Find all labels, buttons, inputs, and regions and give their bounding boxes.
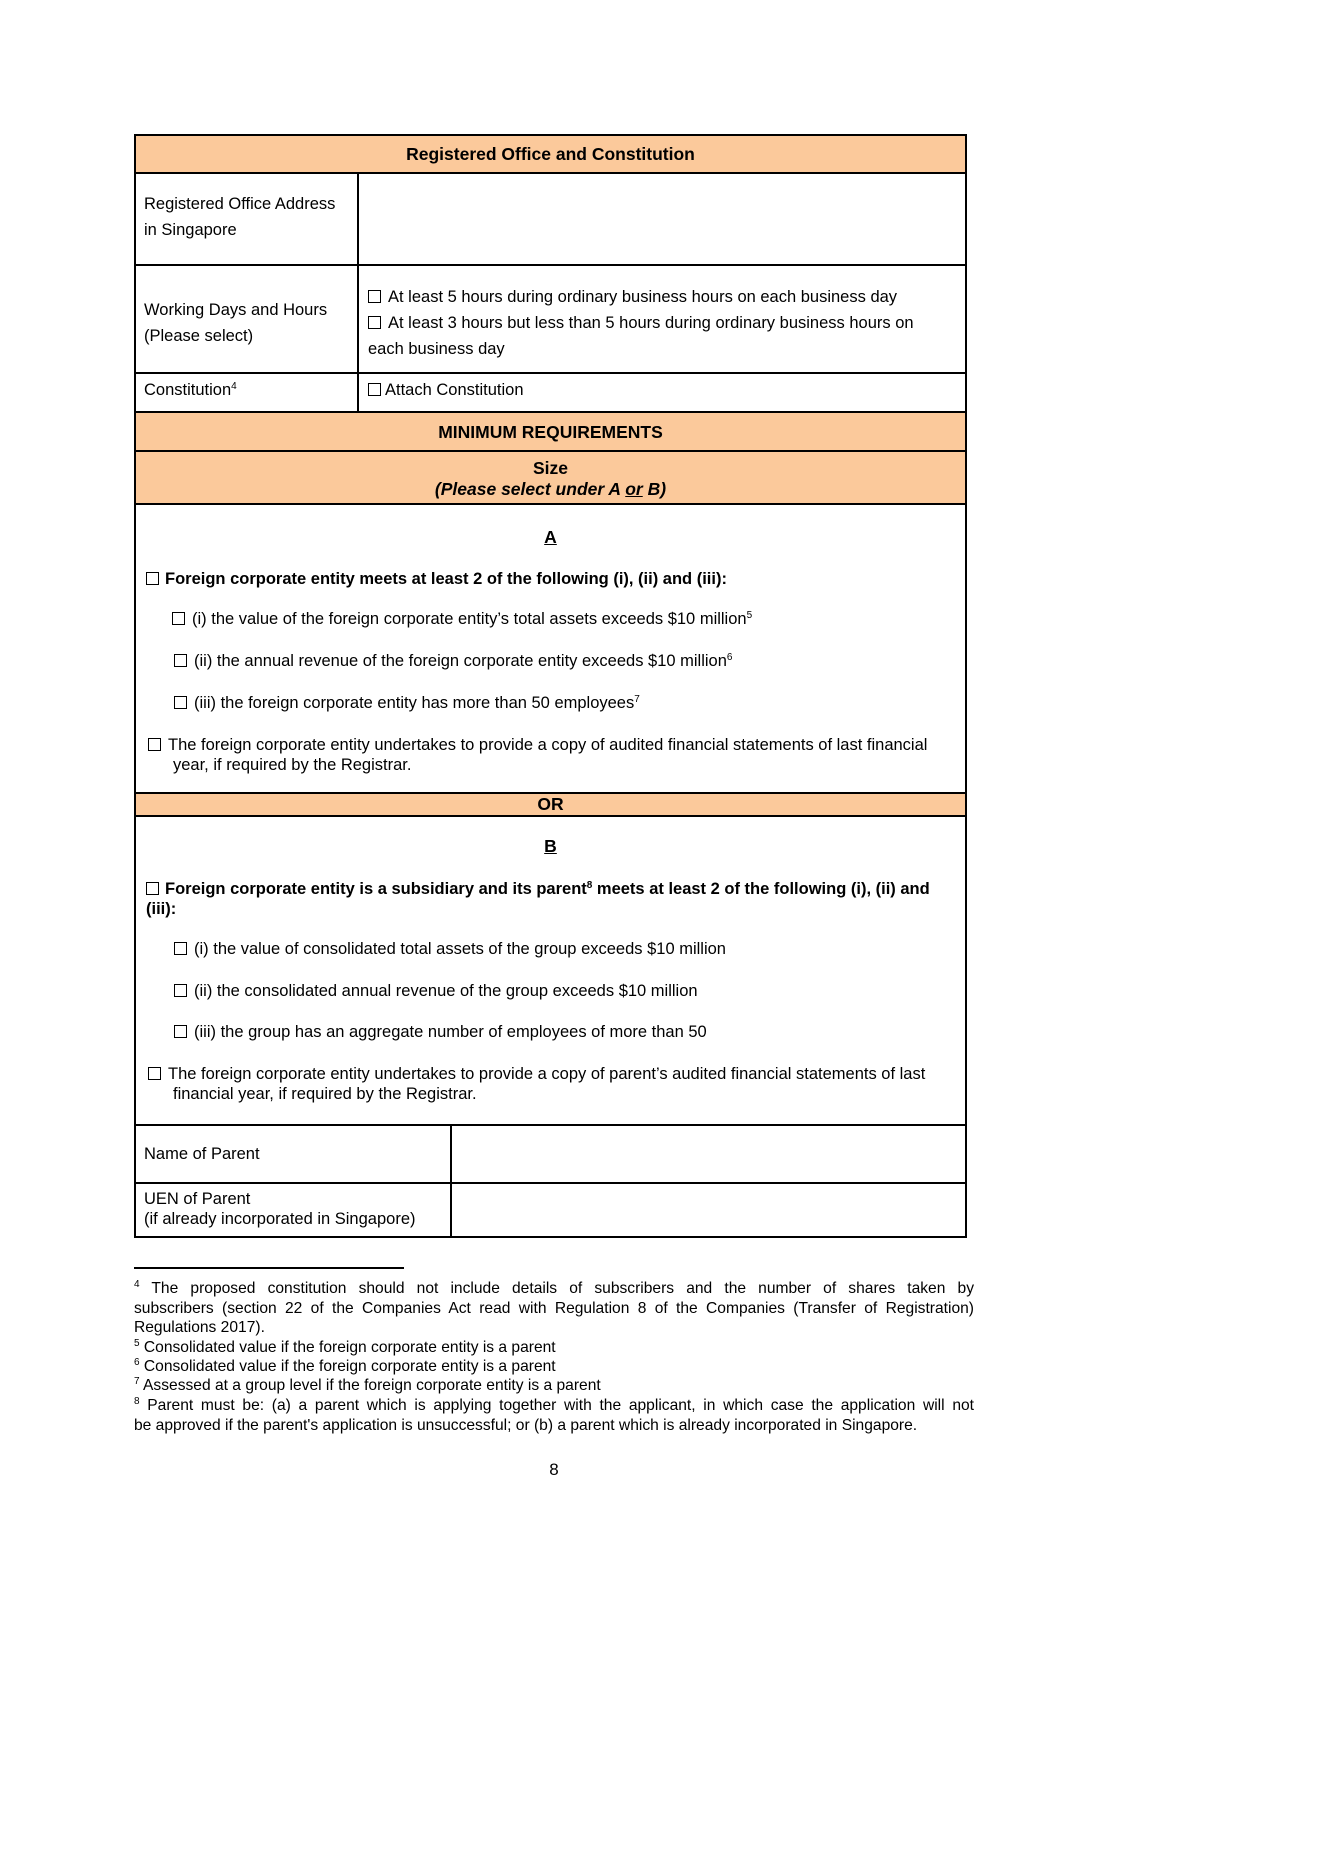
working-option-5-hours-label: At least 5 hours during ordinary business hours on each business day bbox=[388, 288, 898, 306]
checkbox[interactable] bbox=[174, 942, 187, 955]
checkbox[interactable] bbox=[172, 612, 185, 625]
minimum-requirements-title: MINIMUM REQUIREMENTS bbox=[438, 422, 663, 442]
checkbox[interactable] bbox=[368, 316, 381, 329]
section-a bbox=[134, 503, 967, 794]
footnote-ref: 6 bbox=[726, 652, 733, 663]
section-b-main-label-cont: meets at least 2 of the following (i), (ii) and bbox=[592, 880, 930, 898]
section-a-item-i[interactable] bbox=[172, 609, 752, 630]
checkbox[interactable] bbox=[148, 1067, 161, 1080]
section-a-undertaking[interactable] bbox=[148, 735, 956, 775]
footnote-separator bbox=[134, 1267, 404, 1269]
working-days-label-line1: Working Days and Hours bbox=[144, 301, 328, 319]
footnote-number: 4 bbox=[134, 1279, 140, 1290]
office-address-label-line1: Registered Office Address bbox=[144, 195, 336, 213]
parent-uen-label bbox=[144, 1189, 416, 1229]
footnote-number: 8 bbox=[134, 1396, 140, 1407]
section-b bbox=[134, 815, 967, 1126]
parent-uen-field[interactable] bbox=[454, 1184, 963, 1236]
section-b-item-i[interactable] bbox=[174, 939, 726, 960]
size-instruction-pre: (Please select under A bbox=[434, 479, 626, 499]
section-b-undertaking-line1: The foreign corporate entity undertakes to provide a copy of parent’s audited financial statements of last bbox=[168, 1065, 926, 1083]
footnote-4-line1: The proposed constitution should not include details of subscribers and the number of shares taken by bbox=[139, 1280, 974, 1297]
page-number bbox=[0, 1460, 1108, 1480]
office-address-label-line2: in Singapore bbox=[144, 221, 237, 239]
section-a-main-option[interactable] bbox=[146, 569, 961, 590]
footnote-number: 7 bbox=[134, 1376, 140, 1387]
parent-uen-label-line2: (if already incorporated in Singapore) bbox=[144, 1210, 416, 1228]
office-address-label bbox=[144, 191, 335, 243]
section-a-item-ii[interactable] bbox=[174, 651, 732, 672]
section-title: Registered Office and Constitution bbox=[406, 144, 695, 164]
or-label: OR bbox=[537, 794, 564, 814]
section-a-main-label: Foreign corporate entity meets at least 2 of the following (i), (ii) and (iii): bbox=[165, 570, 727, 588]
row-divider bbox=[134, 264, 967, 266]
footnote-ref: 7 bbox=[634, 694, 640, 705]
checkbox[interactable] bbox=[148, 738, 161, 751]
section-b-main-label: Foreign corporate entity is a subsidiary and its parent bbox=[165, 880, 587, 898]
size-instruction bbox=[136, 479, 965, 500]
footnote-5-text: Consolidated value if the foreign corporate entity is a parent bbox=[139, 1339, 556, 1356]
checkbox[interactable] bbox=[174, 696, 187, 709]
footnote-5 bbox=[134, 1338, 974, 1358]
parent-name-label-text: Name of Parent bbox=[144, 1145, 260, 1163]
page-number-text: 8 bbox=[549, 1460, 559, 1479]
checkbox[interactable] bbox=[174, 1025, 187, 1038]
office-address-field[interactable] bbox=[361, 174, 963, 264]
constitution-label-text: Constitution bbox=[144, 381, 232, 399]
footnote-7 bbox=[134, 1376, 974, 1396]
working-option-3-hours-label: At least 3 hours but less than 5 hours during ordinary business hours on bbox=[388, 314, 914, 332]
office-table-divider bbox=[357, 172, 359, 413]
footnote-ref: 5 bbox=[746, 610, 753, 621]
footnote-6-text: Consolidated value if the foreign corporate entity is a parent bbox=[139, 1358, 556, 1375]
size-instruction-or: or bbox=[625, 479, 643, 499]
checkbox[interactable] bbox=[146, 572, 159, 585]
checkbox[interactable] bbox=[174, 984, 187, 997]
checkbox[interactable] bbox=[174, 654, 187, 667]
section-a-item-ii-label: (ii) the annual revenue of the foreign corporate entity exceeds $10 million bbox=[194, 652, 727, 670]
section-b-main-option[interactable] bbox=[146, 879, 958, 919]
working-days-label bbox=[144, 297, 327, 349]
footnote-6 bbox=[134, 1357, 974, 1377]
parent-name-label bbox=[144, 1141, 260, 1167]
section-header-registered-office bbox=[134, 134, 967, 174]
footnote-8-line1: Parent must be: (a) a parent which is applying together with the applicant, in which case the application will not bbox=[139, 1397, 974, 1414]
working-option-5-hours[interactable] bbox=[368, 284, 958, 310]
footnote-ref: 4 bbox=[231, 381, 237, 392]
working-days-options bbox=[368, 284, 958, 362]
or-separator bbox=[134, 792, 967, 817]
checkbox[interactable] bbox=[146, 882, 159, 895]
section-b-item-iii-label: (iii) the group has an aggregate number of employees of more than 50 bbox=[194, 1023, 707, 1041]
section-a-undertaking-line2: year, if required by the Registrar. bbox=[173, 756, 412, 774]
section-b-letter: B bbox=[544, 836, 557, 856]
size-instruction-post: B) bbox=[642, 479, 667, 499]
footnote-4 bbox=[134, 1279, 974, 1338]
footnote-number: 6 bbox=[134, 1357, 140, 1368]
attach-constitution-option[interactable] bbox=[368, 377, 524, 403]
section-b-item-i-label: (i) the value of consolidated total assets of the group exceeds $10 million bbox=[194, 940, 726, 958]
parent-name-field[interactable] bbox=[454, 1126, 963, 1182]
size-title: Size bbox=[532, 458, 569, 478]
constitution-label bbox=[144, 377, 237, 403]
section-b-item-iii[interactable] bbox=[174, 1022, 707, 1043]
footnote-8-line2: be approved if the parent's application is unsuccessful; or (b) a parent which is already incorporated in Singapore. bbox=[134, 1416, 918, 1434]
footnote-ref: 8 bbox=[586, 880, 593, 891]
section-a-letter: A bbox=[544, 527, 557, 547]
section-b-undertaking-line2: financial year, if required by the Registrar. bbox=[173, 1085, 477, 1103]
footnote-7-text: Assessed at a group level if the foreign corporate entity is a parent bbox=[139, 1377, 601, 1394]
working-option-3-hours-label-cont: each business day bbox=[368, 340, 505, 358]
row-divider bbox=[134, 1236, 967, 1238]
section-b-main-label-line2: (iii): bbox=[146, 900, 177, 918]
footnote-8 bbox=[134, 1396, 974, 1435]
checkbox[interactable] bbox=[368, 383, 381, 396]
working-option-3-hours[interactable] bbox=[368, 310, 958, 336]
section-a-item-iii-label: (iii) the foreign corporate entity has more than 50 employees bbox=[194, 694, 635, 712]
attach-constitution-label: Attach Constitution bbox=[385, 381, 524, 399]
section-a-item-i-label: (i) the value of the foreign corporate entity’s total assets exceeds $10 million bbox=[192, 610, 747, 628]
minimum-requirements-header bbox=[134, 411, 967, 452]
row-divider bbox=[134, 372, 967, 374]
parent-table-divider bbox=[450, 1124, 452, 1238]
section-a-item-iii[interactable] bbox=[174, 693, 640, 714]
parent-uen-label-line1: UEN of Parent bbox=[144, 1190, 251, 1208]
checkbox[interactable] bbox=[368, 290, 381, 303]
footnote-4-line2: subscribers (section 22 of the Companies Act read with Regulation 8 of the Companies (Transfer of Registration) bbox=[134, 1299, 974, 1317]
footnote-4-line3: Regulations 2017). bbox=[134, 1319, 265, 1336]
section-a-undertaking-line1: The foreign corporate entity undertakes to provide a copy of audited financial statements of last financial bbox=[168, 736, 928, 754]
working-days-label-line2: (Please select) bbox=[144, 327, 254, 345]
section-b-item-ii[interactable] bbox=[174, 981, 698, 1002]
section-b-item-ii-label: (ii) the consolidated annual revenue of the group exceeds $10 million bbox=[194, 982, 698, 1000]
size-header bbox=[134, 450, 967, 505]
section-b-undertaking[interactable] bbox=[148, 1064, 956, 1104]
footnote-number: 5 bbox=[134, 1338, 140, 1349]
